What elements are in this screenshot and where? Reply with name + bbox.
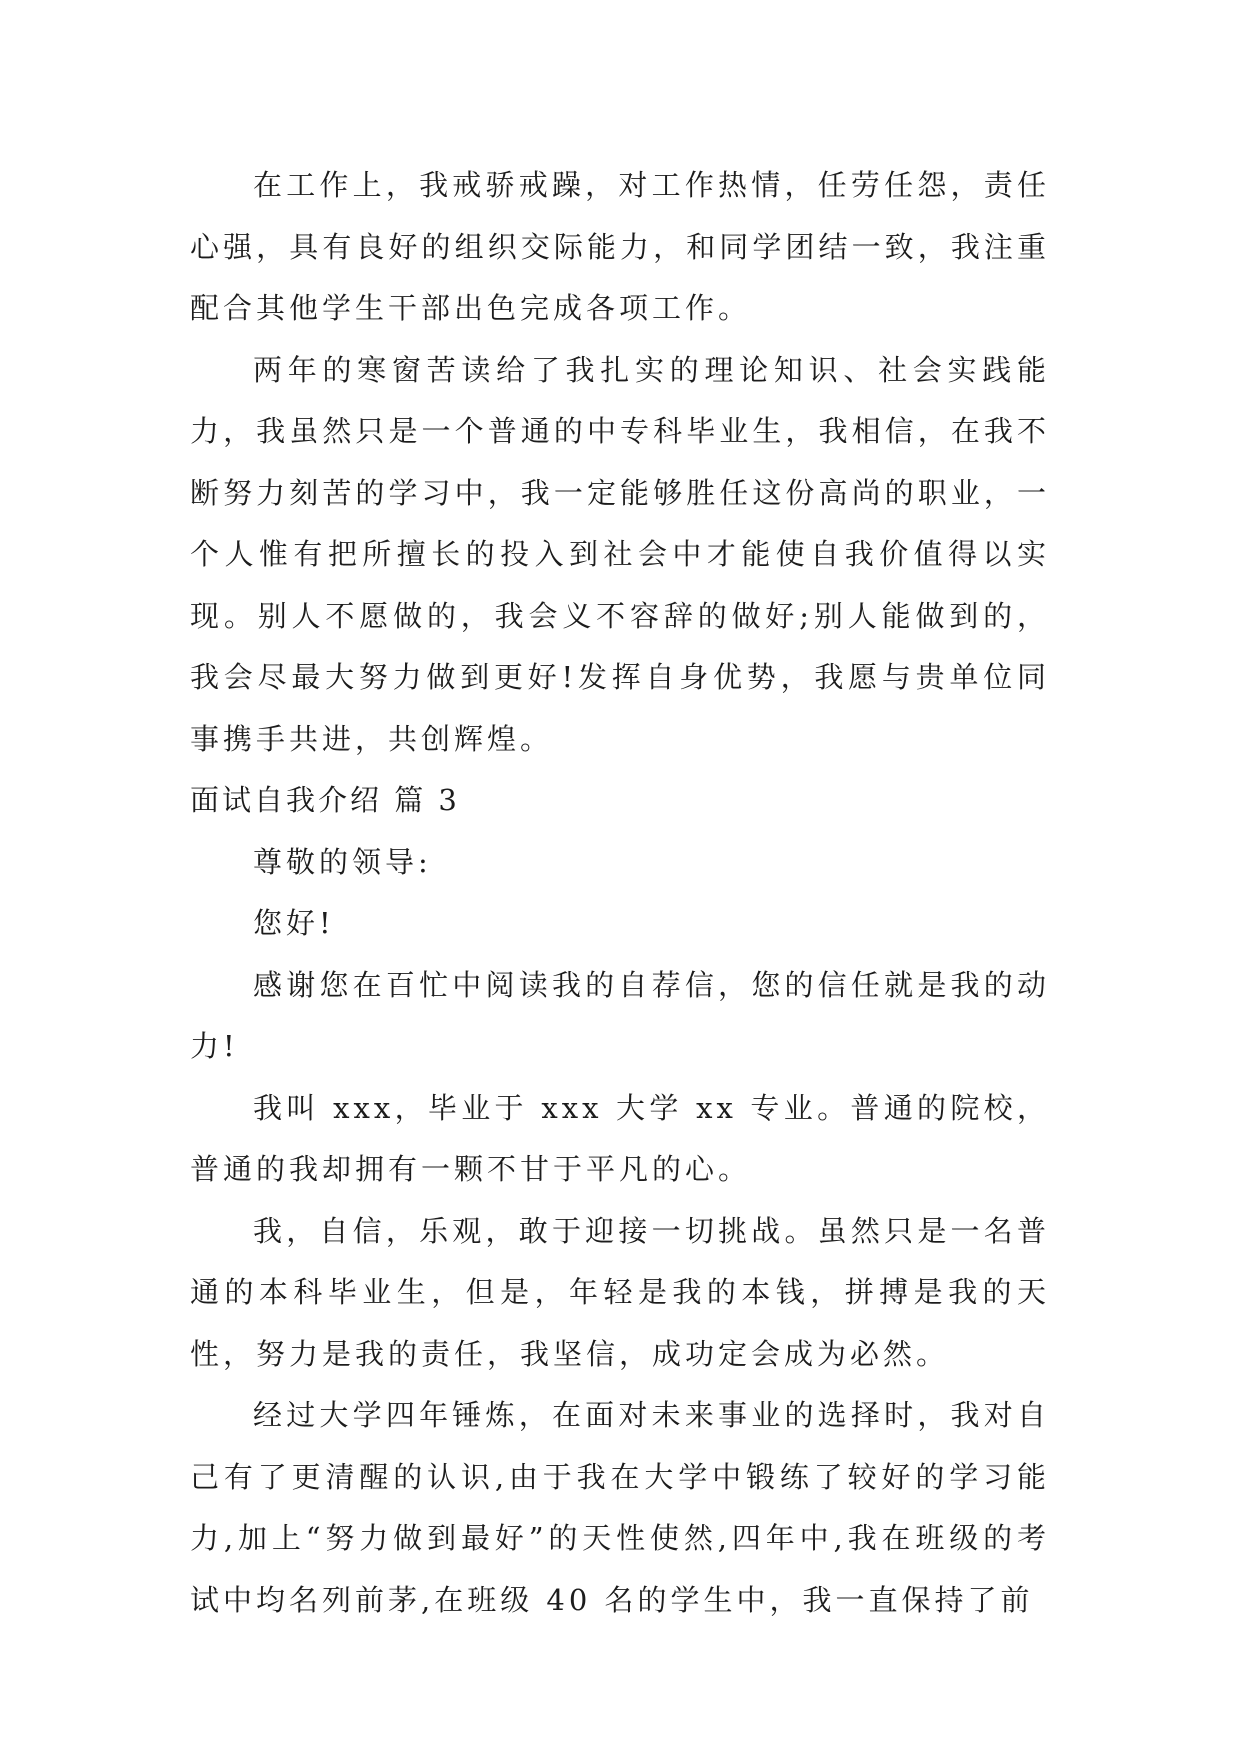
- paragraph-university-experience: 经过大学四年锤炼，在面对未来事业的选择时，我对自己有了更清醒的认识,由于我在大学中锻练了较好的学习能力,加上“努力做到最好”的天性使然,四年中,我在班级的考试中均名列前茅,在班级 40 名的学生中，我一直保持了前: [190, 1398, 1050, 1617]
- paragraph-work-attitude: 在工作上，我戒骄戒躁，对工作热情，任劳任怨，责任心强，具有良好的组织交际能力，和同学团结一致，我注重配合其他学生干部出色完成各项工作。: [190, 168, 1050, 325]
- paragraph-introduction: 我叫 xxx，毕业于 xxx 大学 xx 专业。普通的院校，普通的我却拥有一颗不甘于平凡的心。: [190, 1090, 1050, 1186]
- paragraph-thanks: 感谢您在百忙中阅读我的自荐信，您的信任就是我的动力!: [190, 967, 1050, 1063]
- paragraph-personality: 我，自信，乐观，敢于迎接一切挑战。虽然只是一名普通的本科毕业生，但是，年轻是我的本钱，拼搏是我的天性，努力是我的责任，我坚信，成功定会成为必然。: [190, 1213, 1050, 1371]
- section-heading: 面试自我介绍 篇 3: [190, 783, 460, 817]
- paragraph-greeting: 您好!: [253, 906, 335, 940]
- document-page: [190, 155, 1050, 1631]
- paragraph-study-summary: 两年的寒窗苦读给了我扎实的理论知识、社会实践能力，我虽然只是一个普通的中专科毕业生，我相信，在我不断努力刻苦的学习中，我一定能够胜任这份高尚的职业，一个人惟有把所擅长的投入到社会中才能使自我价值得以实现。别人不愿做的，我会义不容辞的做好;别人能做到的，我会尽最大努力做到更好!发挥自身优势，我愿与贵单位同事携手共进，共创辉煌。: [190, 352, 1050, 756]
- paragraph-salutation: 尊敬的领导:: [253, 844, 432, 879]
